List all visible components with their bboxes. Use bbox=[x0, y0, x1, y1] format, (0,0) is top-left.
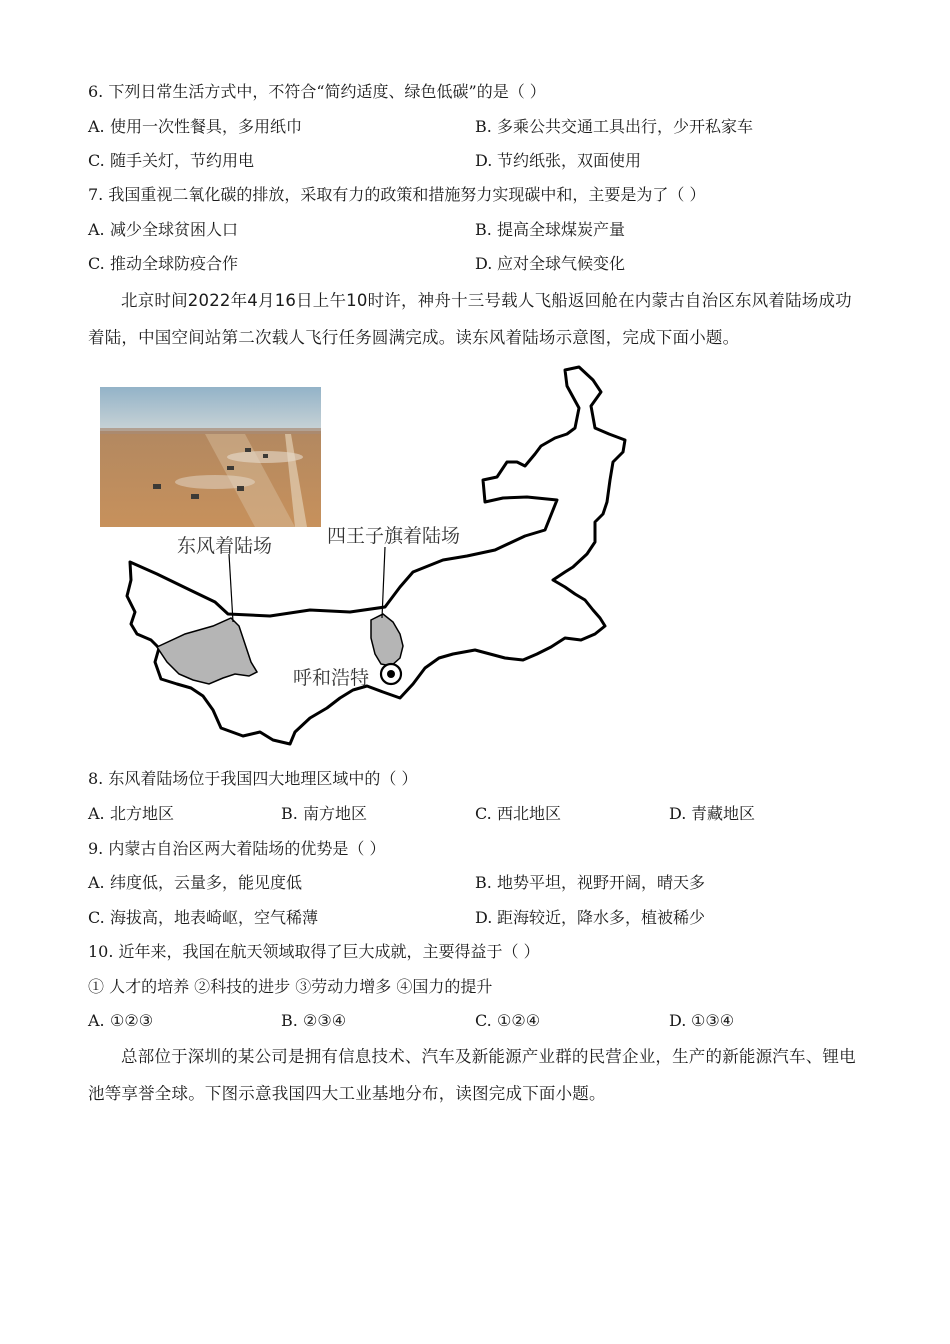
q10-option-b[interactable] bbox=[281, 1011, 346, 1031]
option-text: 西北地区 bbox=[497, 804, 562, 823]
option-text: 减少全球贫困人口 bbox=[110, 220, 239, 239]
q7-option-b[interactable] bbox=[475, 220, 625, 240]
q10-items: ① 人才的培养 ②科技的进步 ③劳动力增多 ④国力的提升 bbox=[88, 977, 493, 996]
option-letter: A. bbox=[88, 873, 105, 892]
option-letter: C. bbox=[88, 908, 105, 927]
q8-stem: 8. 东风着陆场位于我国四大地理区域中的（ ） bbox=[88, 769, 418, 788]
q7-option-d[interactable] bbox=[475, 254, 625, 274]
option-text: 应对全球气候变化 bbox=[497, 254, 626, 273]
q8-option-d[interactable] bbox=[669, 804, 755, 824]
dongfeng-label: 东风着陆场 bbox=[177, 535, 273, 557]
dongfeng-leader-line bbox=[229, 554, 233, 622]
q9-option-d[interactable] bbox=[475, 908, 705, 928]
option-text: 多乘公共交通工具出行，少开私家车 bbox=[497, 117, 754, 136]
option-letter: A. bbox=[88, 117, 105, 136]
q6-option-a[interactable] bbox=[88, 117, 302, 137]
option-text: 纬度低，云量多，能见度低 bbox=[110, 873, 303, 892]
option-text: 使用一次性餐具，多用纸巾 bbox=[110, 117, 303, 136]
q10-option-c[interactable] bbox=[475, 1011, 540, 1031]
option-letter: B. bbox=[281, 1011, 298, 1030]
option-text: 地势平坦，视野开阔，晴天多 bbox=[497, 873, 706, 892]
option-letter: D. bbox=[475, 908, 493, 927]
q10-stem: 10. 近年来，我国在航天领域取得了巨大成就，主要得益于（ ） bbox=[88, 942, 540, 961]
option-text: 距海较近，降水多，植被稀少 bbox=[497, 908, 706, 927]
desert-landing-photo bbox=[100, 387, 321, 527]
option-text: ①②④ bbox=[497, 1011, 541, 1030]
reading-passage-1: 北京时间2022年4月16日上午10时许，神舟十三号载人飞船返回舱在内蒙古自治区东风着陆场成功着陆，中国空间站第二次载人飞行任务圆满完成。读东风着陆场示意图，完成下面小题。 bbox=[88, 291, 852, 347]
option-text: ①③④ bbox=[691, 1011, 735, 1030]
q7-option-c[interactable] bbox=[88, 254, 238, 274]
option-letter: D. bbox=[475, 254, 493, 273]
hohhot-label: 呼和浩特 bbox=[293, 667, 370, 689]
q6-stem: 6. 下列日常生活方式中，不符合“简约适度、绿色低碳”的是（ ） bbox=[88, 82, 546, 101]
option-text: ②③④ bbox=[303, 1011, 347, 1030]
option-text: 北方地区 bbox=[110, 804, 175, 823]
option-letter: A. bbox=[88, 220, 105, 239]
option-letter: D. bbox=[669, 1011, 687, 1030]
q9-option-b[interactable] bbox=[475, 873, 705, 893]
option-letter: C. bbox=[475, 1011, 492, 1030]
option-text: 提高全球煤炭产量 bbox=[497, 220, 626, 239]
option-letter: C. bbox=[88, 151, 105, 170]
option-letter: D. bbox=[669, 804, 687, 823]
option-letter: A. bbox=[88, 804, 105, 823]
q6-option-d[interactable] bbox=[475, 151, 641, 171]
option-text: ①②③ bbox=[110, 1011, 154, 1030]
q7-stem: 7. 我国重视二氧化碳的排放，采取有力的政策和措施努力实现碳中和，主要是为了（ ） bbox=[88, 185, 706, 204]
q8-option-a[interactable] bbox=[88, 804, 174, 824]
option-letter: C. bbox=[475, 804, 492, 823]
q8-option-c[interactable] bbox=[475, 804, 561, 824]
q6-option-b[interactable] bbox=[475, 117, 753, 137]
option-text: 推动全球防疫合作 bbox=[110, 254, 239, 273]
option-letter: B. bbox=[475, 117, 492, 136]
q8-option-b[interactable] bbox=[281, 804, 367, 824]
q10-option-a[interactable] bbox=[88, 1011, 153, 1031]
q9-option-c[interactable] bbox=[88, 908, 318, 928]
q7-option-a[interactable] bbox=[88, 220, 238, 240]
q6-option-c[interactable] bbox=[88, 151, 254, 171]
option-text: 节约纸张，双面使用 bbox=[497, 151, 642, 170]
option-text: 青藏地区 bbox=[691, 804, 756, 823]
dongfeng-landing-map bbox=[95, 362, 675, 754]
option-letter: C. bbox=[88, 254, 105, 273]
option-letter: D. bbox=[475, 151, 493, 170]
q9-stem: 9. 内蒙古自治区两大着陆场的优势是（ ） bbox=[88, 839, 386, 858]
option-letter: B. bbox=[475, 873, 492, 892]
option-text: 海拔高，地表崎岖，空气稀薄 bbox=[110, 908, 319, 927]
option-text: 随手关灯，节约用电 bbox=[110, 151, 255, 170]
option-letter: B. bbox=[281, 804, 298, 823]
q10-option-d[interactable] bbox=[669, 1011, 734, 1031]
option-letter: B. bbox=[475, 220, 492, 239]
siziwang-label: 四王子旗着陆场 bbox=[327, 525, 461, 547]
reading-passage-2: 总部位于深圳的某公司是拥有信息技术、汽车及新能源产业群的民营企业，生产的新能源汽车、锂电池等享誉全球。下图示意我国四大工业基地分布，读图完成下面小题。 bbox=[88, 1047, 856, 1103]
option-text: 南方地区 bbox=[303, 804, 368, 823]
hohhot-capital-symbol bbox=[381, 664, 401, 684]
option-letter: A. bbox=[88, 1011, 105, 1030]
q9-option-a[interactable] bbox=[88, 873, 302, 893]
